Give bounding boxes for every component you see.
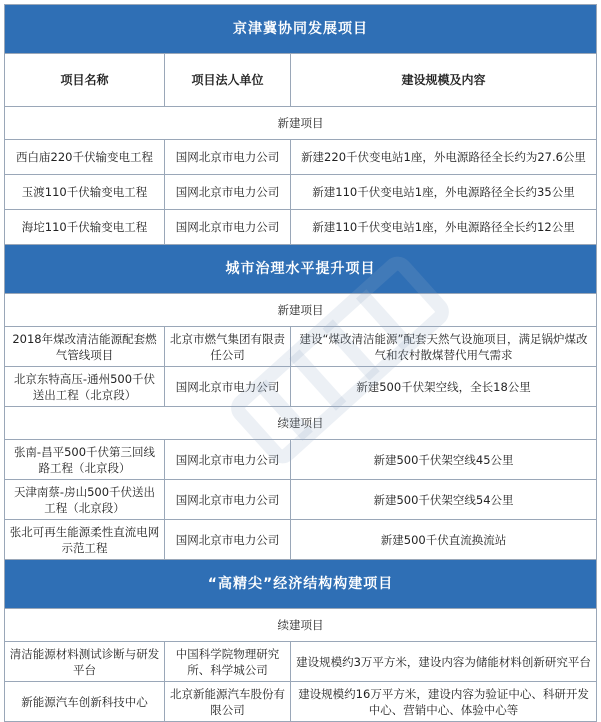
project-name: 海坨110千伏输变电工程 [5, 210, 165, 245]
legal-unit: 国网北京市电力公司 [165, 480, 291, 520]
legal-unit: 国网北京市电力公司 [165, 520, 291, 560]
table-row [5, 682, 597, 722]
scope: 新建110千伏变电站1座，外电源路径全长约35公里 [291, 175, 597, 210]
legal-unit: 北京市燃气集团有限责任公司 [165, 327, 291, 367]
header-project-name: 项目名称 [5, 54, 165, 107]
subsection-row [5, 609, 597, 642]
project-name: 新能源汽车创新科技中心 [5, 682, 165, 722]
subsection-row [5, 294, 597, 327]
scope: 新建500千伏架空线，全长18公里 [291, 367, 597, 407]
scope: 新建110千伏变电站1座，外电源路径全长约12公里 [291, 210, 597, 245]
project-name: 张南-昌平500千伏第三回线路工程（北京段） [5, 440, 165, 480]
project-name: 2018年煤改清洁能源配套燃气管线项目 [5, 327, 165, 367]
section-title: 城市治理水平提升项目 [5, 245, 597, 294]
table-row [5, 642, 597, 682]
table-row [5, 327, 597, 367]
legal-unit: 中国科学院物理研究所、科学城公司 [165, 642, 291, 682]
table-row [5, 210, 597, 245]
project-name: 玉渡110千伏输变电工程 [5, 175, 165, 210]
table-row [5, 175, 597, 210]
scope: 建设“煤改清洁能源”配套天然气设施项目，满足锅炉煤改气和农村散煤替代用气需求 [291, 327, 597, 367]
legal-unit: 国网北京市电力公司 [165, 367, 291, 407]
table-row [5, 520, 597, 560]
legal-unit: 北京新能源汽车股份有限公司 [165, 682, 291, 722]
scope: 新建220千伏变电站1座，外电源路径全长约为27.6公里 [291, 140, 597, 175]
project-name: 天津南蔡-房山500千伏送出工程（北京段） [5, 480, 165, 520]
project-table [4, 4, 597, 722]
project-table-container [4, 4, 596, 722]
section-row [5, 560, 597, 609]
table-row [5, 367, 597, 407]
scope: 建设规模约3万平方米，建设内容为储能材料创新研究平台 [291, 642, 597, 682]
legal-unit: 国网北京市电力公司 [165, 140, 291, 175]
table-row [5, 480, 597, 520]
section-title: “高精尖”经济结构构建项目 [5, 560, 597, 609]
subsection-label: 续建项目 [5, 609, 597, 642]
project-name: 张北可再生能源柔性直流电网示范工程 [5, 520, 165, 560]
scope: 新建500千伏架空线45公里 [291, 440, 597, 480]
legal-unit: 国网北京市电力公司 [165, 440, 291, 480]
header-scope: 建设规模及内容 [291, 54, 597, 107]
subsection-row [5, 407, 597, 440]
subsection-row [5, 107, 597, 140]
subsection-label: 续建项目 [5, 407, 597, 440]
section-title: 京津冀协同发展项目 [5, 5, 597, 54]
project-name: 西白庙220千伏输变电工程 [5, 140, 165, 175]
table-header-row [5, 54, 597, 107]
section-row [5, 5, 597, 54]
table-row [5, 140, 597, 175]
subsection-label: 新建项目 [5, 107, 597, 140]
legal-unit: 国网北京市电力公司 [165, 175, 291, 210]
section-row [5, 245, 597, 294]
legal-unit: 国网北京市电力公司 [165, 210, 291, 245]
project-name: 北京东特高压-通州500千伏送出工程（北京段） [5, 367, 165, 407]
scope: 建设规模约16万平方米，建设内容为验证中心、科研开发中心、营销中心、体验中心等 [291, 682, 597, 722]
scope: 新建500千伏架空线54公里 [291, 480, 597, 520]
project-name: 清洁能源材料测试诊断与研发平台 [5, 642, 165, 682]
scope: 新建500千伏直流换流站 [291, 520, 597, 560]
subsection-label: 新建项目 [5, 294, 597, 327]
table-row [5, 440, 597, 480]
header-legal-unit: 项目法人单位 [165, 54, 291, 107]
